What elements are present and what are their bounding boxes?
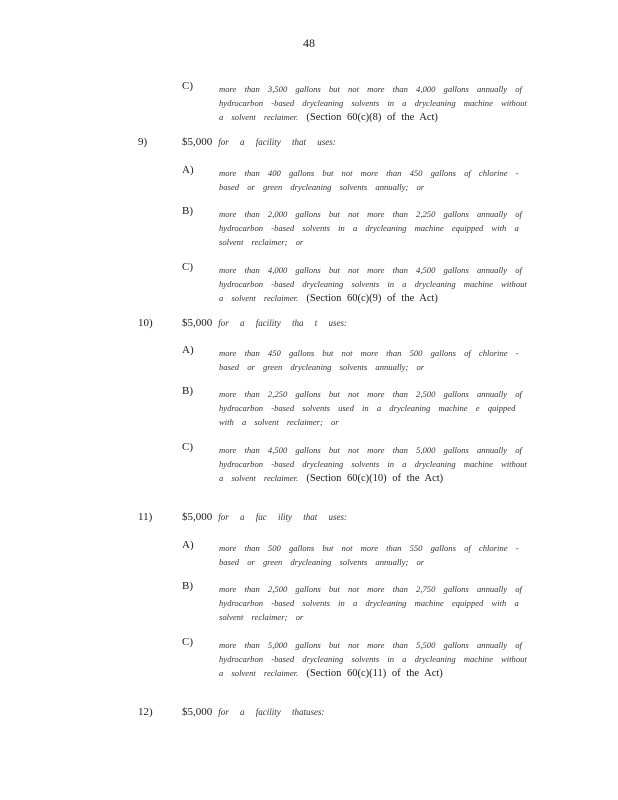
item-number: 12) xyxy=(138,706,153,718)
section-citation: (Section 60(c)(10) of the Act) xyxy=(306,473,444,484)
section-citation: (Section 60(c)(8) of the Act) xyxy=(306,112,438,123)
item-lead xyxy=(182,136,336,148)
subitem-letter: A) xyxy=(182,539,194,551)
section-citation: (Section 60(c)(9) of the Act) xyxy=(306,293,438,304)
subitem-letter: B) xyxy=(182,205,193,217)
subitem-body: more than 450 gallons but not more than 500 gallons of chlorine -based or green drycleaning solvents annually; or xyxy=(219,348,519,372)
fee-amount: $5,000 xyxy=(182,511,213,523)
fee-amount: $5,000 xyxy=(182,317,213,329)
subitem-body: more than 4,000 gallons but not more than 4,500 gallons annually of hydrocarbon -based drycleaning solvents in a drycleaning machine without a solvent reclaimer. xyxy=(219,265,527,303)
subitem-body: more than 400 gallons but not more than 450 gallons of chlorine -based or green drycleaning solvents annually; or xyxy=(219,168,519,192)
item-lead-text: for a facility thatuses: xyxy=(218,707,325,717)
subitem-letter: C) xyxy=(182,441,193,453)
subitem-body: more than 4,500 gallons but not more than 5,000 gallons annually of hydrocarbon -based drycleaning solvents in a drycleaning machine without a solvent reclaimer. xyxy=(219,445,527,483)
item-number: 9) xyxy=(138,136,148,148)
subitem-body: more than 500 gallons but not more than 550 gallons of chlorine -based or green drycleaning solvents annually; or xyxy=(219,543,519,567)
subitem-text xyxy=(219,387,537,429)
item-number: 10) xyxy=(138,317,153,329)
subitem-letter: C) xyxy=(182,261,193,273)
item-number: 11) xyxy=(138,511,153,523)
subitem-body: more than 5,000 gallons but not more than 5,500 gallons annually of hydrocarbon -based drycleaning solvents in a drycleaning machine without a solvent reclaimer. xyxy=(219,640,527,678)
subitem-body: more than 2,000 gallons but not more than 2,250 gallons annually of hydrocarbon -based solvents in a drycleaning machine equipped with a solvent reclaimer; or xyxy=(219,209,522,247)
subitem-text xyxy=(219,443,537,486)
item-lead xyxy=(182,511,347,523)
subitem-text xyxy=(219,166,537,194)
subitem-letter: C) xyxy=(182,80,193,92)
subitem-body: more than 3,500 gallons but not more than 4,000 gallons annually of hydrocarbon -based drycleaning solvents in a drycleaning machine without a solvent reclaimer. xyxy=(219,84,527,122)
fee-amount: $5,000 xyxy=(182,706,213,718)
subitem-letter: B) xyxy=(182,385,193,397)
item-lead xyxy=(182,317,347,329)
subitem-letter: A) xyxy=(182,164,194,176)
fee-amount: $5,000 xyxy=(182,136,213,148)
subitem-letter: A) xyxy=(182,344,194,356)
subitem-body: more than 2,500 gallons but not more than 2,750 gallons annually of hydrocarbon -based solvents in a drycleaning machine equipped with a solvent reclaimer; or xyxy=(219,584,522,622)
subitem-text xyxy=(219,638,537,681)
subitem-text xyxy=(219,207,537,249)
subitem-text xyxy=(219,541,537,569)
item-lead-text: for a fac ility that uses: xyxy=(218,512,347,522)
subitem-letter: B) xyxy=(182,580,193,592)
subitem-body: more than 2,250 gallons but not more than 2,500 gallons annually of hydrocarbon -based solvents used in a drycleaning machine e quipped with a solvent reclaimer; or xyxy=(219,389,522,427)
subitem-text xyxy=(219,346,537,374)
item-lead-text: for a facility tha t uses: xyxy=(218,318,347,328)
item-lead-text: for a facility that uses: xyxy=(218,137,336,147)
page-number: 48 xyxy=(303,36,315,50)
subitem-text xyxy=(219,582,537,624)
section-citation: (Section 60(c)(11) of the Act) xyxy=(306,668,443,679)
subitem-text xyxy=(219,82,537,125)
subitem-text xyxy=(219,263,537,306)
subitem-letter: C) xyxy=(182,636,193,648)
item-lead xyxy=(182,706,325,718)
